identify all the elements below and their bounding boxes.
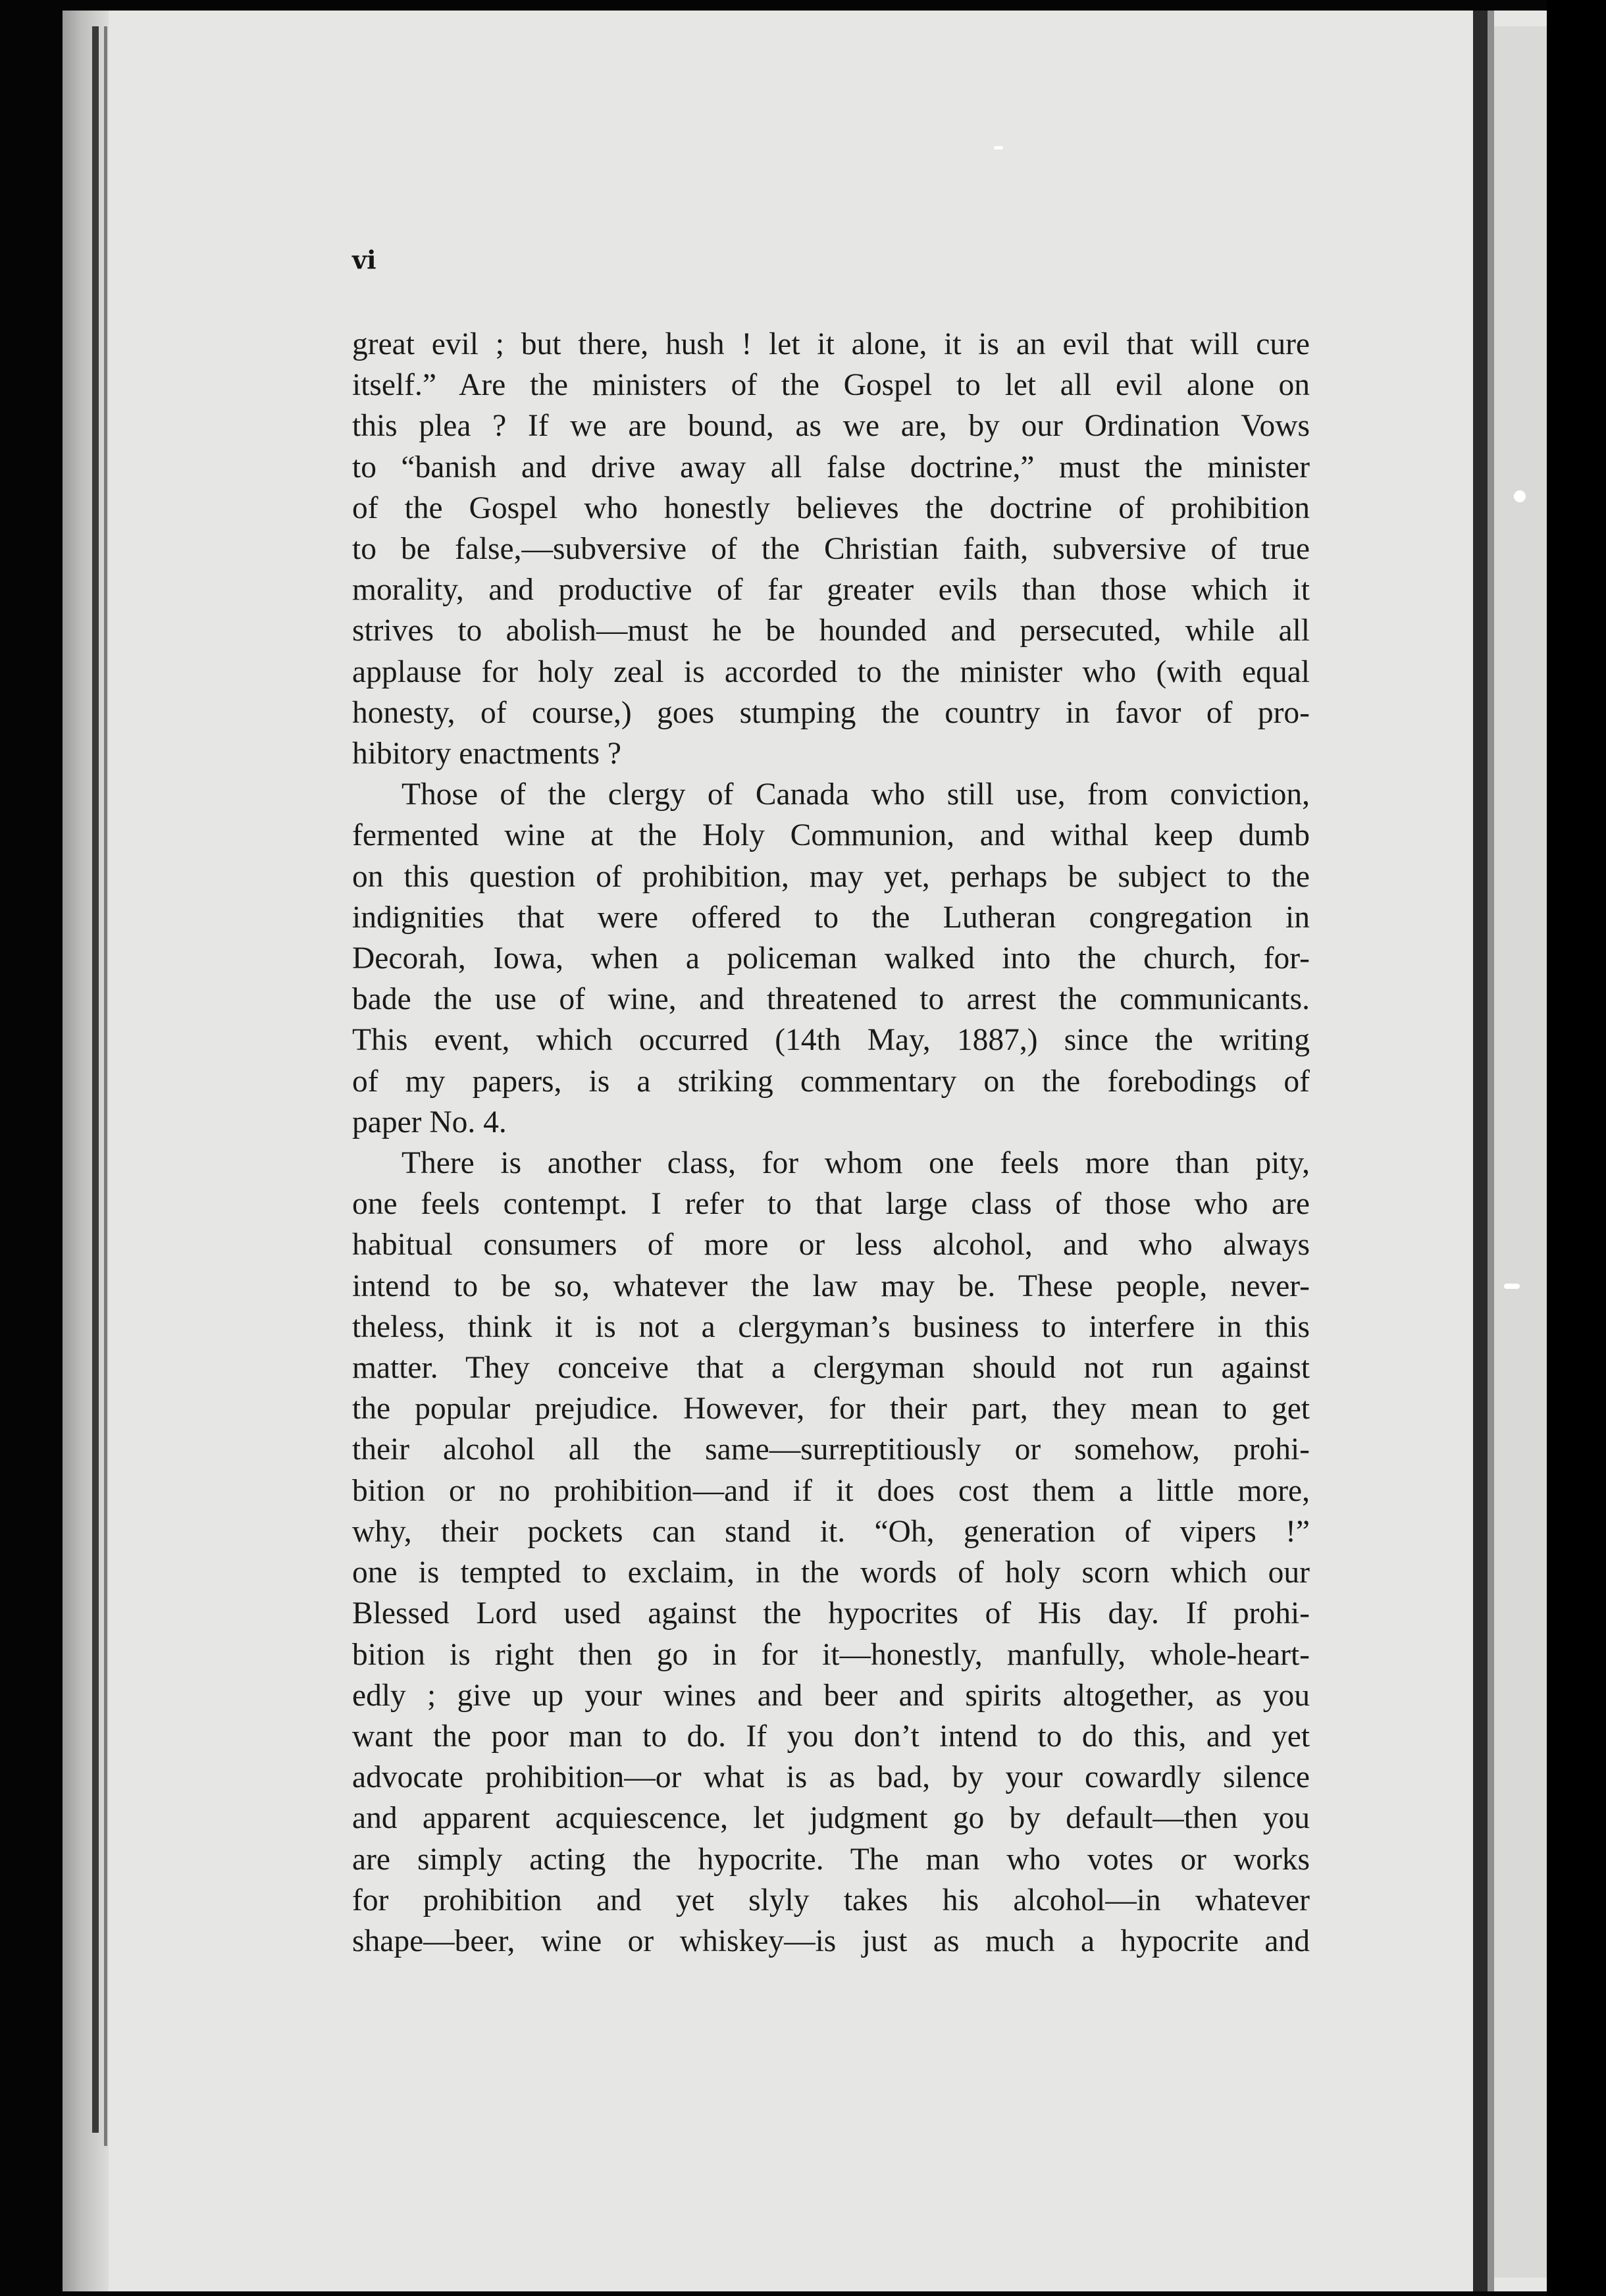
text-line: for prohibition and yet slyly takes his alcohol—in whatever [352, 1883, 1310, 1918]
text-line: their alcohol all the same—surreptitiously or somehow, prohi- [352, 1432, 1310, 1467]
text-line: applause for holy zeal is accorded to the minister who (with equal [352, 654, 1310, 689]
text-line: shape—beer, wine or whiskey—is just as much a hypocrite and [352, 1923, 1310, 1958]
text-line: This event, which occurred (14th May, 1887,) since the writing [352, 1023, 1310, 1058]
text-line: bition or no prohibition—and if it does cost them a little more, [352, 1473, 1310, 1508]
text-line: why, their pockets can stand it. “Oh, generation of vipers !” [352, 1514, 1310, 1549]
binding-shadow [63, 11, 109, 2291]
text-line: advocate prohibition—or what is as bad, by your cowardly silence [352, 1760, 1310, 1795]
text-line: great evil ; but there, hush ! let it alone, it is an evil that will cure [352, 327, 1310, 361]
text-line: the popular prejudice. However, for their part, they mean to get [352, 1392, 1310, 1426]
scan-speck [994, 146, 1003, 149]
scan-speck [1514, 490, 1526, 502]
text-line: Decorah, Iowa, when a policeman walked into the church, for- [352, 941, 1310, 976]
text-line: of the Gospel who honestly believes the doctrine of prohibition [352, 490, 1310, 525]
text-line: Blessed Lord used against the hypocrites of His day. If prohi- [352, 1596, 1310, 1631]
text-line: morality, and productive of far greater evils than those which it [352, 573, 1310, 608]
text-line: bade the use of wine, and threatened to arrest the communicants. [352, 982, 1310, 1017]
text-line: matter. They conceive that a clergyman should not run against [352, 1351, 1310, 1386]
text-line: and apparent acquiescence, let judgment go by default—then you [352, 1801, 1310, 1836]
text-line: on this question of prohibition, may yet, perhaps be subject to the [352, 859, 1310, 894]
scan-speck [1504, 1284, 1520, 1289]
binding-edge-dark [92, 26, 99, 2133]
text-line: this plea ? If we are bound, as we are, by our Ordination Vows [352, 409, 1310, 444]
text-line: paper No. 4. [352, 1105, 507, 1139]
binding-edge-light [104, 26, 107, 2146]
text-line: one feels contempt. I refer to that large class of those who are [352, 1187, 1310, 1222]
text-line: bition is right then go in for it—honestly, manfully, whole-heart- [352, 1637, 1310, 1672]
text-line: Those of the clergy of Canada who still use, from conviction, [402, 777, 1310, 812]
gutter-gap [1488, 11, 1494, 2291]
text-line: indignities that were offered to the Lutheran congregation in [352, 900, 1310, 935]
scan-border-right [1547, 0, 1606, 2296]
page-number: vi [352, 245, 376, 274]
body-text [352, 324, 1310, 1962]
text-line: itself.” Are the ministers of the Gospel to let all evil alone on [352, 368, 1310, 403]
text-line: hibitory enactments ? [352, 737, 621, 771]
gutter-bar [1473, 11, 1488, 2291]
text-line: want the poor man to do. If you don’t intend to do this, and yet [352, 1719, 1310, 1754]
text-line: one is tempted to exclaim, in the words of holy scorn which our [352, 1555, 1310, 1590]
text-line: honesty, of course,) goes stumping the country in favor of pro- [352, 695, 1310, 730]
text-line: habitual consumers of more or less alcohol, and who always [352, 1228, 1310, 1263]
text-line: strives to abolish—must he be hounded and persecuted, while all [352, 613, 1310, 648]
text-line: to be false,—subversive of the Christian faith, subversive of true [352, 532, 1310, 567]
text-line: intend to be so, whatever the law may be. These people, never- [352, 1268, 1310, 1303]
text-line: to “banish and drive away all false doctrine,” must the minister [352, 450, 1310, 484]
text-line: fermented wine at the Holy Communion, and withal keep dumb [352, 818, 1310, 853]
text-line: There is another class, for whom one feels more than pity, [402, 1146, 1310, 1181]
text-line: are simply acting the hypocrite. The man who votes or works [352, 1842, 1310, 1877]
facing-page-edge [1494, 26, 1547, 2278]
text-line: theless, think it is not a clergyman’s business to interfere in this [352, 1309, 1310, 1344]
text-line: of my papers, is a striking commentary on the forebodings of [352, 1064, 1310, 1099]
text-line: edly ; give up your wines and beer and spirits altogether, as you [352, 1678, 1310, 1713]
